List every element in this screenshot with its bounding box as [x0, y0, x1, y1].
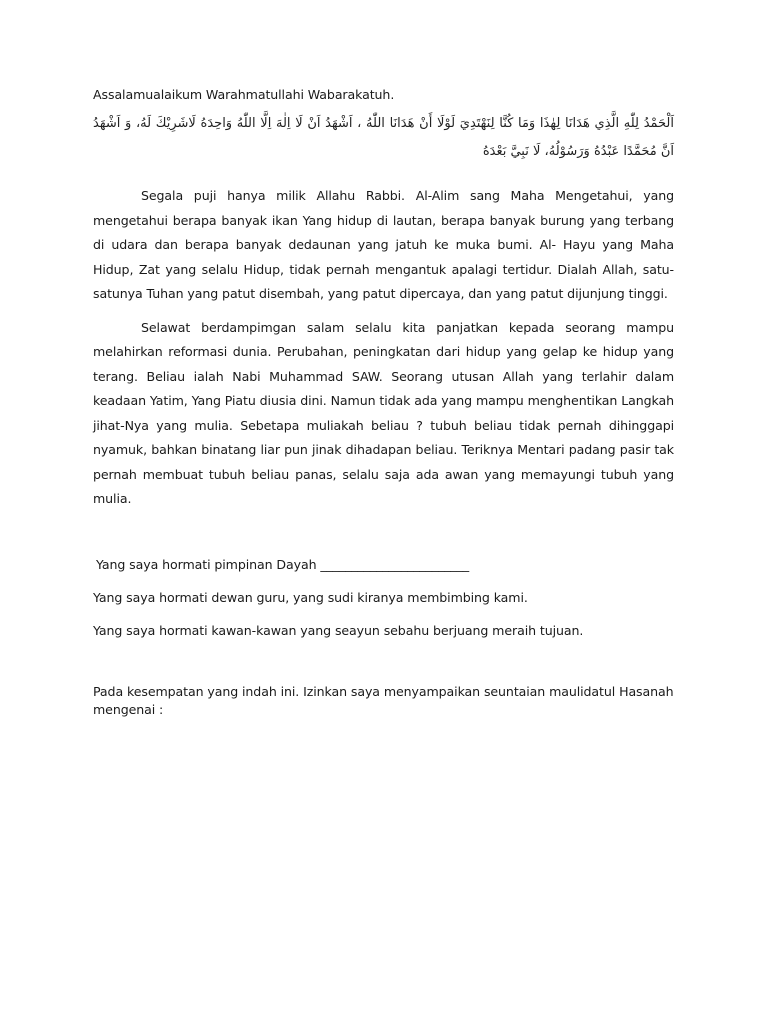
document-body	[93, 86, 674, 719]
address-dayah-leader: Yang saya hormati pimpinan Dayah ________________________	[96, 556, 470, 572]
address-teachers: Yang saya hormati dewan guru, yang sudi kiranya membimbing kami.	[93, 589, 528, 605]
address-friends: Yang saya hormati kawan-kawan yang seayun sebahu berjuang meraih tujuan.	[93, 622, 584, 638]
closing-line: Pada kesempatan yang indah ini. Izinkan saya menyampaikan seuntaian maulidatul Hasanah mengenai :	[93, 683, 674, 717]
paragraph-salawat: Selawat berdampimgan salam selalu kita panjatkan kepada seorang mampu melahirkan reformasi dunia. Perubahan, peningkatan dari hidup yang gelap ke hidup yang terang. Beliau ialah Nabi Muhammad SAW. Seorang utusan Allah yang terlahir dalam keadaan Yatim, Yang Piatu diusia dini. Namun tidak ada yang mampu menghentikan Langkah jihat-Nya yang mulia. Sebetapa muliakah beliau ? tubuh beliau tidak pernah dihinggapi nyamuk, bahkan binatang liar pun jinak dihadapan beliau. Teriknya Mentari padang pasir tak pernah membuat tubuh beliau panas, selalu saja ada awan yang memayungi tubuh yang mulia.	[93, 319, 674, 506]
arabic-opening-prayer: اَلْحَمْدُ لِلّٰهِ الَّذِي هَدَانَا لِهٰذَا وَمَا كُنَّا لِنَهْتَدِيَ لَوْلَا أَنْ هَدَانَا اللّٰهُ ، اَشْهَدُ اَنْ لَا اِلٰهَ اِلَّا اللّٰهُ وَاحِدَهُ لَاشَرِيْكَ لَهُ، وَ اَشْهَدُ اَنَّ مُحَمَّدًا عَبْدُهُ وَرَسُوْلُهُ، لَا نَبِيَّ بَعْدَهُ	[93, 116, 674, 159]
paragraph-praise: Segala puji hanya milik Allahu Rabbi. Al-Alim sang Maha Mengetahui, yang mengetahui berapa banyak ikan Yang hidup di lautan, berapa banyak burung yang terbang di udara dan berapa banyak dedaunan yang jatuh ke muka bumi. Al- Hayu yang Maha Hidup, Zat yang selalu Hidup, tidak pernah mengantuk apalagi tertidur. Dialah Allah, satu-satunya Tuhan yang patut disembah, yang patut dipercaya, dan yang patut dijunjung tinggi.	[93, 188, 674, 301]
greeting-line: Assalamualaikum Warahmatullahi Wabarakatuh.	[93, 87, 395, 102]
